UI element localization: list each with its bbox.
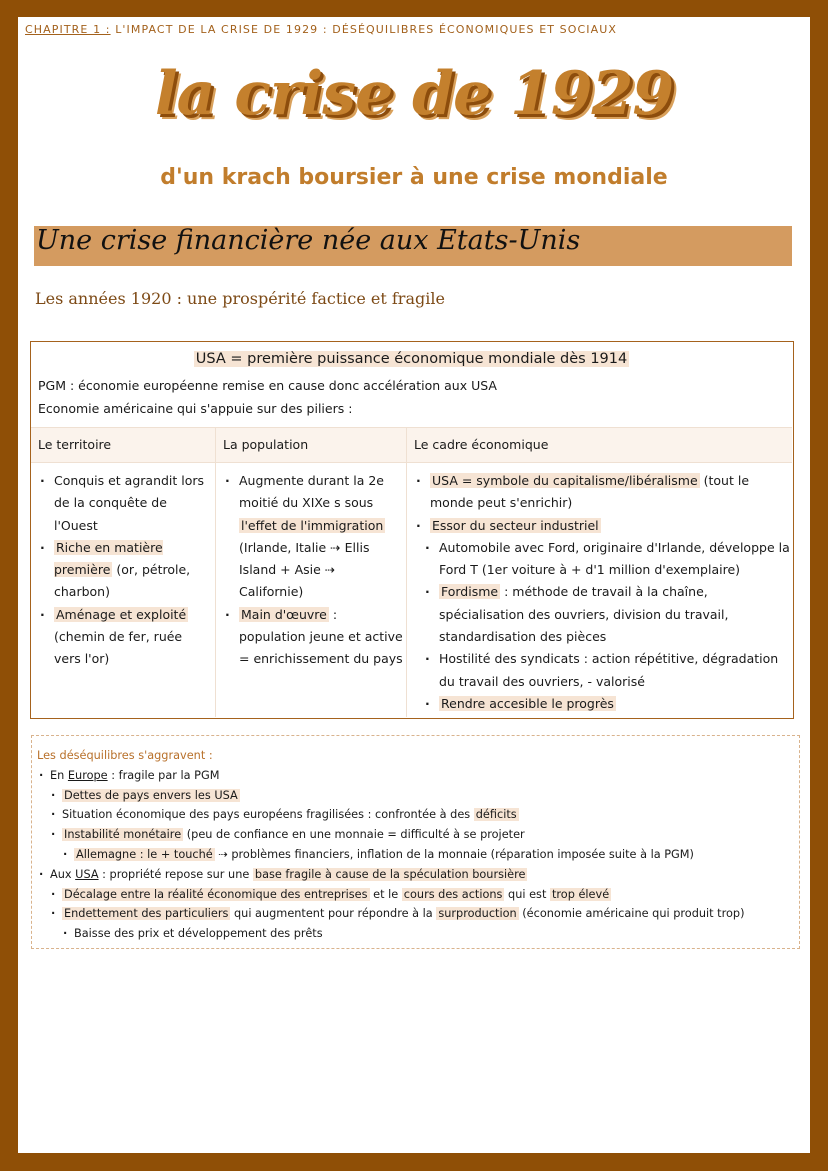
chapter-number: CHAPITRE 1 : — [25, 23, 111, 36]
list-item: · Essor du secteur industriel — [414, 515, 790, 537]
list-item: · Allemagne : le + touché ⇢ problèmes financiers, inflation de la monnaie (réparation imposée suite à la PGM) — [37, 845, 795, 865]
piliers-box — [30, 341, 794, 719]
list-item: · Aménage et exploité (chemin de fer, ruée vers l'or) — [38, 604, 208, 671]
column-header-row — [31, 427, 792, 463]
list-item: · Augmente durant la 2e moitié du XIXe s sous l'effet de l'immigration (Irlande, Italie ⇢ Ellis Island + Asie ⇢ Californie) — [223, 470, 403, 604]
box-header — [31, 342, 792, 428]
list-item: · Situation économique des pays européens fragilisées : confrontée à des déficits — [37, 805, 795, 825]
list-item: · Instabilité monétaire (peu de confiance en une monnaie = difficulté à se projeter — [37, 825, 795, 845]
list-item: · Baisse des prix et développement des prêts — [37, 924, 795, 944]
desequilibres-content — [37, 746, 795, 944]
list-item: · En Europe : fragile par la PGM — [37, 766, 795, 786]
pgm-line: PGM : économie européenne remise en cause donc accélération aux USA — [38, 378, 497, 393]
column-population — [223, 470, 403, 671]
col-title-population: La population — [223, 437, 309, 452]
list-item: · Hostilité des syndicats : action répétitive, dégradation du travail des ouvriers, - valorisé — [414, 648, 790, 693]
list-item: · Endettement des particuliers qui augmentent pour répondre à la surproduction (économie américaine qui produit trop) — [37, 904, 795, 924]
eco-line: Economie américaine qui s'appuie sur des piliers : — [38, 401, 353, 416]
sub-heading: Les années 1920 : une prospérité factice et fragile — [35, 289, 445, 308]
chapter-title: L'IMPACT DE LA CRISE DE 1929 : DÉSÉQUILIBRES ÉCONOMIQUES ET SOCIAUX — [115, 23, 618, 36]
list-item: · Fordisme : méthode de travail à la chaîne, spécialisation des ouvriers, division du travail, standardisation des pièces — [414, 581, 790, 648]
column-cadre — [414, 470, 790, 715]
list-item: · Riche en matière première (or, pétrole, charbon) — [38, 537, 208, 604]
list-item: · Décalage entre la réalité économique des entreprises et le cours des actions qui est trop élevé — [37, 885, 795, 905]
list-item: · Rendre accesible le progrès — [414, 693, 790, 715]
subtitle: d'un krach boursier à une crise mondiale — [160, 165, 668, 190]
list-item: · Main d'œuvre : population jeune et active = enrichissement du pays — [223, 604, 403, 671]
column-territoire — [38, 470, 208, 671]
desequilibres-box — [31, 735, 800, 949]
col-title-cadre: Le cadre économique — [414, 437, 549, 452]
col-title-territoire: Le territoire — [38, 437, 112, 452]
column-divider — [406, 427, 407, 717]
usa-line: USA = première puissance économique mondiale dès 1914 — [195, 351, 628, 367]
list-item: · Conquis et agrandit lors de la conquête de l'Ouest — [38, 470, 208, 537]
desequilibres-heading: Les déséquilibres s'aggravent : — [37, 749, 213, 762]
list-item: · USA = symbole du capitalisme/libéralisme (tout le monde peut s'enrichir) — [414, 470, 790, 515]
main-title: la crise de 1929 — [154, 59, 674, 129]
list-item: · Automobile avec Ford, originaire d'Irlande, développe la Ford T (1er voiture à + d'1 million d'exemplaire) — [414, 537, 790, 582]
chapter-header — [25, 23, 617, 36]
section-title: Une crise financière née aux Etats-Unis — [36, 225, 581, 256]
column-divider — [215, 427, 216, 717]
page — [18, 17, 810, 1153]
list-item: · Dettes de pays envers les USA — [37, 786, 795, 806]
list-item: · Aux USA : propriété repose sur une base fragile à cause de la spéculation boursière — [37, 865, 795, 885]
